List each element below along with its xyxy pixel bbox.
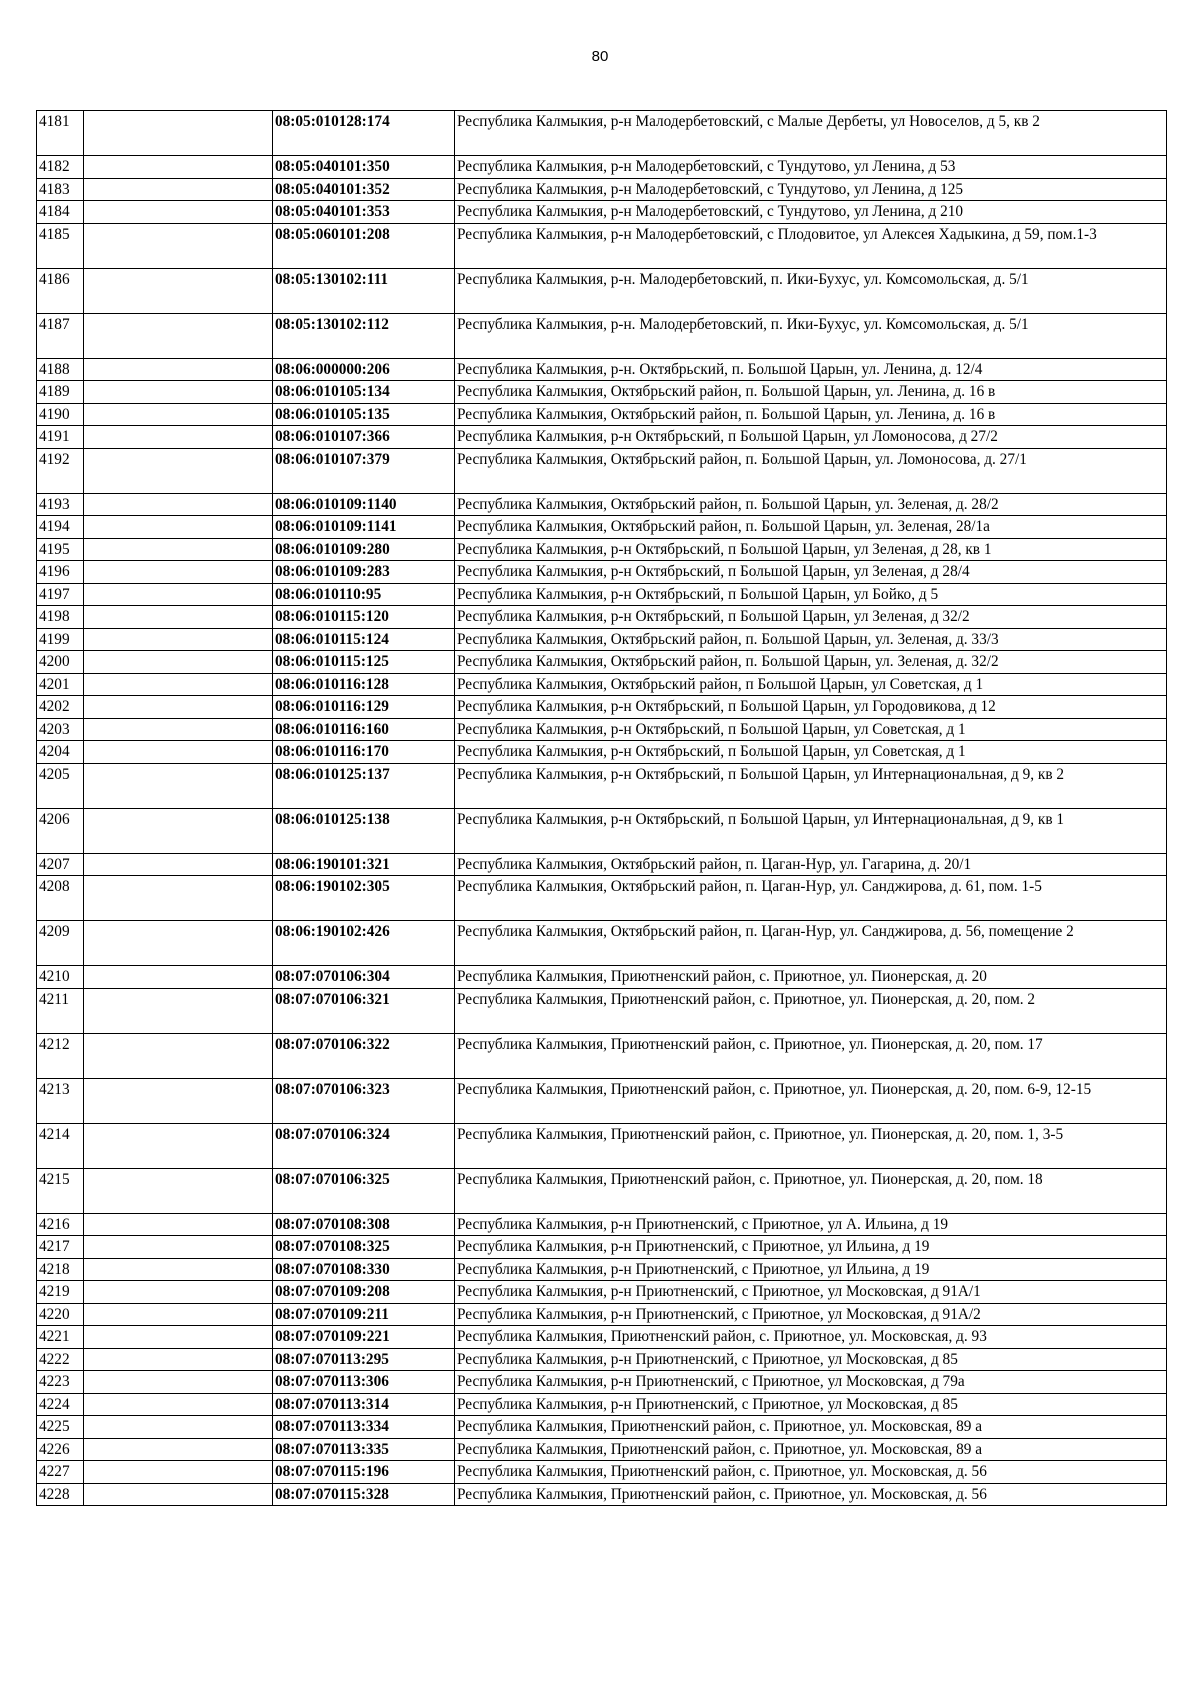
table-row bbox=[37, 403, 1167, 426]
row-number-cell: 4203 bbox=[37, 718, 84, 741]
cadastral-number-cell: 08:06:010109:1140 bbox=[273, 493, 455, 516]
table-row bbox=[37, 606, 1167, 629]
address-cell: Республика Калмыкия, Октябрьский район, п. Большой Царын, ул. Ленина, д. 16 в bbox=[455, 403, 1167, 426]
row-number-cell: 4186 bbox=[37, 268, 84, 313]
cadastral-number-cell: 08:05:060101:208 bbox=[273, 223, 455, 268]
row-number-cell: 4194 bbox=[37, 516, 84, 539]
table-row bbox=[37, 1438, 1167, 1461]
address-cell: Республика Калмыкия, р-н Октябрьский, п Большой Царын, ул Интернациональная, д 9, кв 1 bbox=[455, 808, 1167, 853]
cadastral-number-cell: 08:06:010109:280 bbox=[273, 538, 455, 561]
address-cell: Республика Калмыкия, р-н Октябрьский, п Большой Царын, ул Зеленая, д 32/2 bbox=[455, 606, 1167, 629]
row-number-cell: 4184 bbox=[37, 201, 84, 224]
blank-cell bbox=[84, 1483, 273, 1506]
table-row bbox=[37, 1213, 1167, 1236]
row-number-cell: 4211 bbox=[37, 988, 84, 1033]
blank-cell bbox=[84, 1123, 273, 1168]
row-number-cell: 4193 bbox=[37, 493, 84, 516]
cadastral-number-cell: 08:06:010109:283 bbox=[273, 561, 455, 584]
table-row bbox=[37, 178, 1167, 201]
row-number-cell: 4226 bbox=[37, 1438, 84, 1461]
cadastral-number-cell: 08:06:190102:426 bbox=[273, 921, 455, 966]
table-row bbox=[37, 1281, 1167, 1304]
table-row bbox=[37, 201, 1167, 224]
cadastral-number-cell: 08:07:070106:324 bbox=[273, 1123, 455, 1168]
cadastral-number-cell: 08:06:010116:129 bbox=[273, 696, 455, 719]
table-row bbox=[37, 718, 1167, 741]
row-number-cell: 4218 bbox=[37, 1258, 84, 1281]
blank-cell bbox=[84, 1078, 273, 1123]
table-row bbox=[37, 651, 1167, 674]
registry-body bbox=[37, 111, 1167, 1506]
row-number-cell: 4189 bbox=[37, 381, 84, 404]
row-number-cell: 4212 bbox=[37, 1033, 84, 1078]
cadastral-number-cell: 08:06:010116:128 bbox=[273, 673, 455, 696]
cadastral-number-cell: 08:06:190101:321 bbox=[273, 853, 455, 876]
blank-cell bbox=[84, 876, 273, 921]
table-row bbox=[37, 1348, 1167, 1371]
address-cell: Республика Калмыкия, Приютненский район, с. Приютное, ул. Пионерская, д. 20, пом. 17 bbox=[455, 1033, 1167, 1078]
table-row bbox=[37, 628, 1167, 651]
blank-cell bbox=[84, 358, 273, 381]
table-row bbox=[37, 673, 1167, 696]
blank-cell bbox=[84, 1303, 273, 1326]
cadastral-number-cell: 08:07:070113:335 bbox=[273, 1438, 455, 1461]
cadastral-number-cell: 08:06:000000:206 bbox=[273, 358, 455, 381]
row-number-cell: 4202 bbox=[37, 696, 84, 719]
cadastral-number-cell: 08:06:010105:135 bbox=[273, 403, 455, 426]
blank-cell bbox=[84, 1416, 273, 1439]
blank-cell bbox=[84, 426, 273, 449]
blank-cell bbox=[84, 156, 273, 179]
table-row bbox=[37, 853, 1167, 876]
blank-cell bbox=[84, 1371, 273, 1394]
cadastral-number-cell: 08:07:070109:221 bbox=[273, 1326, 455, 1349]
cadastral-number-cell: 08:07:070113:295 bbox=[273, 1348, 455, 1371]
blank-cell bbox=[84, 1326, 273, 1349]
address-cell: Республика Калмыкия, Приютненский район, с. Приютное, ул. Пионерская, д. 20, пом. 1, 3-5 bbox=[455, 1123, 1167, 1168]
blank-cell bbox=[84, 111, 273, 156]
table-row bbox=[37, 583, 1167, 606]
row-number-cell: 4206 bbox=[37, 808, 84, 853]
cadastral-number-cell: 08:07:070115:328 bbox=[273, 1483, 455, 1506]
address-cell: Республика Калмыкия, р-н Октябрьский, п Большой Царын, ул Советская, д 1 bbox=[455, 741, 1167, 764]
address-cell: Республика Калмыкия, р-н Приютненский, с Приютное, ул Ильина, д 19 bbox=[455, 1258, 1167, 1281]
row-number-cell: 4228 bbox=[37, 1483, 84, 1506]
cadastral-number-cell: 08:05:130102:111 bbox=[273, 268, 455, 313]
blank-cell bbox=[84, 718, 273, 741]
address-cell: Республика Калмыкия, Приютненский район, с. Приютное, ул. Пионерская, д. 20, пом. 6-9, 12-15 bbox=[455, 1078, 1167, 1123]
address-cell: Республика Калмыкия, р-н Октябрьский, п Большой Царын, ул Зеленая, д 28/4 bbox=[455, 561, 1167, 584]
address-cell: Республика Калмыкия, Приютненский район, с. Приютное, ул. Московская, д. 56 bbox=[455, 1483, 1167, 1506]
address-cell: Республика Калмыкия, р-н Малодербетовский, с Малые Дербеты, ул Новоселов, д 5, кв 2 bbox=[455, 111, 1167, 156]
cadastral-number-cell: 08:07:070109:208 bbox=[273, 1281, 455, 1304]
cadastral-number-cell: 08:07:070109:211 bbox=[273, 1303, 455, 1326]
blank-cell bbox=[84, 673, 273, 696]
address-cell: Республика Калмыкия, р-н Октябрьский, п Большой Царын, ул Бойко, д 5 bbox=[455, 583, 1167, 606]
cadastral-number-cell: 08:06:010125:138 bbox=[273, 808, 455, 853]
row-number-cell: 4182 bbox=[37, 156, 84, 179]
table-row bbox=[37, 156, 1167, 179]
blank-cell bbox=[84, 988, 273, 1033]
blank-cell bbox=[84, 516, 273, 539]
blank-cell bbox=[84, 403, 273, 426]
address-cell: Республика Калмыкия, Октябрьский район, п. Цаган-Нур, ул. Санджирова, д. 61, пом. 1-5 bbox=[455, 876, 1167, 921]
address-cell: Республика Калмыкия, р-н Октябрьский, п Большой Царын, ул Городовикова, д 12 bbox=[455, 696, 1167, 719]
cadastral-number-cell: 08:05:130102:112 bbox=[273, 313, 455, 358]
row-number-cell: 4224 bbox=[37, 1393, 84, 1416]
cadastral-number-cell: 08:07:070108:330 bbox=[273, 1258, 455, 1281]
address-cell: Республика Калмыкия, р-н. Малодербетовский, п. Ики-Бухус, ул. Комсомольская, д. 5/1 bbox=[455, 268, 1167, 313]
cadastral-number-cell: 08:07:070113:334 bbox=[273, 1416, 455, 1439]
cadastral-number-cell: 08:07:070108:325 bbox=[273, 1236, 455, 1259]
address-cell: Республика Калмыкия, р-н Октябрьский, п Большой Царын, ул Ломоносова, д 27/2 bbox=[455, 426, 1167, 449]
address-cell: Республика Калмыкия, р-н Приютненский, с Приютное, ул Ильина, д 19 bbox=[455, 1236, 1167, 1259]
row-number-cell: 4217 bbox=[37, 1236, 84, 1259]
blank-cell bbox=[84, 1213, 273, 1236]
address-cell: Республика Калмыкия, Приютненский район, с. Приютное, ул. Московская, 89 а bbox=[455, 1416, 1167, 1439]
table-row bbox=[37, 561, 1167, 584]
row-number-cell: 4222 bbox=[37, 1348, 84, 1371]
blank-cell bbox=[84, 606, 273, 629]
address-cell: Республика Калмыкия, Приютненский район, с. Приютное, ул. Пионерская, д. 20, пом. 18 bbox=[455, 1168, 1167, 1213]
cadastral-number-cell: 08:05:040101:352 bbox=[273, 178, 455, 201]
address-cell: Республика Калмыкия, р-н Октябрьский, п Большой Царын, ул Советская, д 1 bbox=[455, 718, 1167, 741]
blank-cell bbox=[84, 1236, 273, 1259]
blank-cell bbox=[84, 853, 273, 876]
row-number-cell: 4181 bbox=[37, 111, 84, 156]
blank-cell bbox=[84, 583, 273, 606]
address-cell: Республика Калмыкия, Октябрьский район, п. Большой Царын, ул. Зеленая, 28/1а bbox=[455, 516, 1167, 539]
address-cell: Республика Калмыкия, р-н Малодербетовский, с Тундутово, ул Ленина, д 210 bbox=[455, 201, 1167, 224]
address-cell: Республика Калмыкия, Октябрьский район, п. Большой Царын, ул. Зеленая, д. 28/2 bbox=[455, 493, 1167, 516]
row-number-cell: 4220 bbox=[37, 1303, 84, 1326]
row-number-cell: 4219 bbox=[37, 1281, 84, 1304]
cadastral-number-cell: 08:06:010107:379 bbox=[273, 448, 455, 493]
row-number-cell: 4210 bbox=[37, 966, 84, 989]
address-cell: Республика Калмыкия, Октябрьский район, п. Цаган-Нур, ул. Гагарина, д. 20/1 bbox=[455, 853, 1167, 876]
cadastral-number-cell: 08:07:070108:308 bbox=[273, 1213, 455, 1236]
cadastral-number-cell: 08:06:010115:125 bbox=[273, 651, 455, 674]
blank-cell bbox=[84, 1168, 273, 1213]
table-row bbox=[37, 111, 1167, 156]
address-cell: Республика Калмыкия, р-н Малодербетовский, с Тундутово, ул Ленина, д 53 bbox=[455, 156, 1167, 179]
table-row bbox=[37, 1371, 1167, 1394]
address-cell: Республика Калмыкия, р-н Приютненский, с Приютное, ул Московская, д 79а bbox=[455, 1371, 1167, 1394]
cadastral-number-cell: 08:06:010115:120 bbox=[273, 606, 455, 629]
table-row bbox=[37, 516, 1167, 539]
address-cell: Республика Калмыкия, Приютненский район, с. Приютное, ул. Московская, д. 93 bbox=[455, 1326, 1167, 1349]
row-number-cell: 4197 bbox=[37, 583, 84, 606]
table-row bbox=[37, 426, 1167, 449]
address-cell: Республика Калмыкия, Октябрьский район, п. Большой Царын, ул. Зеленая, д. 33/3 bbox=[455, 628, 1167, 651]
blank-cell bbox=[84, 651, 273, 674]
address-cell: Республика Калмыкия, Октябрьский район, п. Цаган-Нур, ул. Санджирова, д. 56, помещение 2 bbox=[455, 921, 1167, 966]
row-number-cell: 4204 bbox=[37, 741, 84, 764]
row-number-cell: 4187 bbox=[37, 313, 84, 358]
table-row bbox=[37, 1416, 1167, 1439]
address-cell: Республика Калмыкия, Октябрьский район, п Большой Царын, ул Советская, д 1 bbox=[455, 673, 1167, 696]
table-row bbox=[37, 1123, 1167, 1168]
address-cell: Республика Калмыкия, Октябрьский район, п. Большой Царын, ул. Ленина, д. 16 в bbox=[455, 381, 1167, 404]
table-row bbox=[37, 966, 1167, 989]
address-cell: Республика Калмыкия, р-н Малодербетовский, с Плодовитое, ул Алексея Хадыкина, д 59, пом.1-3 bbox=[455, 223, 1167, 268]
row-number-cell: 4198 bbox=[37, 606, 84, 629]
row-number-cell: 4221 bbox=[37, 1326, 84, 1349]
row-number-cell: 4227 bbox=[37, 1461, 84, 1484]
table-row bbox=[37, 1393, 1167, 1416]
cadastral-number-cell: 08:05:040101:353 bbox=[273, 201, 455, 224]
row-number-cell: 4191 bbox=[37, 426, 84, 449]
table-row bbox=[37, 1258, 1167, 1281]
address-cell: Республика Калмыкия, р-н Приютненский, с Приютное, ул Московская, д 91А/2 bbox=[455, 1303, 1167, 1326]
row-number-cell: 4188 bbox=[37, 358, 84, 381]
cadastral-number-cell: 08:07:070106:323 bbox=[273, 1078, 455, 1123]
row-number-cell: 4208 bbox=[37, 876, 84, 921]
table-row bbox=[37, 313, 1167, 358]
address-cell: Республика Калмыкия, р-н Приютненский, с Приютное, ул Московская, д 85 bbox=[455, 1348, 1167, 1371]
row-number-cell: 4200 bbox=[37, 651, 84, 674]
row-number-cell: 4209 bbox=[37, 921, 84, 966]
blank-cell bbox=[84, 561, 273, 584]
address-cell: Республика Калмыкия, Октябрьский район, п. Большой Царын, ул. Ломоносова, д. 27/1 bbox=[455, 448, 1167, 493]
address-cell: Республика Калмыкия, Приютненский район, с. Приютное, ул. Московская, д. 56 bbox=[455, 1461, 1167, 1484]
table-row bbox=[37, 538, 1167, 561]
address-cell: Республика Калмыкия, р-н Октябрьский, п Большой Царын, ул Зеленая, д 28, кв 1 bbox=[455, 538, 1167, 561]
row-number-cell: 4190 bbox=[37, 403, 84, 426]
address-cell: Республика Калмыкия, Приютненский район, с. Приютное, ул. Московская, 89 а bbox=[455, 1438, 1167, 1461]
blank-cell bbox=[84, 1438, 273, 1461]
blank-cell bbox=[84, 741, 273, 764]
cadastral-number-cell: 08:06:010109:1141 bbox=[273, 516, 455, 539]
table-row bbox=[37, 1326, 1167, 1349]
table-row bbox=[37, 808, 1167, 853]
row-number-cell: 4214 bbox=[37, 1123, 84, 1168]
blank-cell bbox=[84, 448, 273, 493]
row-number-cell: 4225 bbox=[37, 1416, 84, 1439]
cadastral-number-cell: 08:07:070113:314 bbox=[273, 1393, 455, 1416]
table-row bbox=[37, 1236, 1167, 1259]
table-row bbox=[37, 1033, 1167, 1078]
address-cell: Республика Калмыкия, р-н Малодербетовский, с Тундутово, ул Ленина, д 125 bbox=[455, 178, 1167, 201]
cadastral-number-cell: 08:06:010110:95 bbox=[273, 583, 455, 606]
registry-table bbox=[36, 110, 1167, 1506]
blank-cell bbox=[84, 696, 273, 719]
table-row bbox=[37, 223, 1167, 268]
table-row bbox=[37, 381, 1167, 404]
table-row bbox=[37, 1483, 1167, 1506]
row-number-cell: 4196 bbox=[37, 561, 84, 584]
table-row bbox=[37, 741, 1167, 764]
row-number-cell: 4215 bbox=[37, 1168, 84, 1213]
blank-cell bbox=[84, 1393, 273, 1416]
cadastral-number-cell: 08:06:010107:366 bbox=[273, 426, 455, 449]
table-row bbox=[37, 921, 1167, 966]
row-number-cell: 4192 bbox=[37, 448, 84, 493]
table-row bbox=[37, 1461, 1167, 1484]
table-row bbox=[37, 763, 1167, 808]
table-row bbox=[37, 358, 1167, 381]
cadastral-number-cell: 08:07:070106:325 bbox=[273, 1168, 455, 1213]
table-row bbox=[37, 268, 1167, 313]
blank-cell bbox=[84, 223, 273, 268]
row-number-cell: 4213 bbox=[37, 1078, 84, 1123]
blank-cell bbox=[84, 178, 273, 201]
table-row bbox=[37, 1078, 1167, 1123]
address-cell: Республика Калмыкия, р-н Октябрьский, п Большой Царын, ул Интернациональная, д 9, кв 2 bbox=[455, 763, 1167, 808]
row-number-cell: 4183 bbox=[37, 178, 84, 201]
cadastral-number-cell: 08:06:010125:137 bbox=[273, 763, 455, 808]
cadastral-number-cell: 08:06:190102:305 bbox=[273, 876, 455, 921]
row-number-cell: 4223 bbox=[37, 1371, 84, 1394]
table-row bbox=[37, 448, 1167, 493]
blank-cell bbox=[84, 1033, 273, 1078]
cadastral-number-cell: 08:07:070113:306 bbox=[273, 1371, 455, 1394]
blank-cell bbox=[84, 1258, 273, 1281]
blank-cell bbox=[84, 1348, 273, 1371]
address-cell: Республика Калмыкия, Приютненский район, с. Приютное, ул. Пионерская, д. 20, пом. 2 bbox=[455, 988, 1167, 1033]
blank-cell bbox=[84, 921, 273, 966]
cadastral-number-cell: 08:06:010115:124 bbox=[273, 628, 455, 651]
blank-cell bbox=[84, 966, 273, 989]
blank-cell bbox=[84, 201, 273, 224]
page-number: 80 bbox=[591, 48, 609, 65]
table-row bbox=[37, 1303, 1167, 1326]
blank-cell bbox=[84, 313, 273, 358]
cadastral-number-cell: 08:06:010105:134 bbox=[273, 381, 455, 404]
address-cell: Республика Калмыкия, р-н. Малодербетовский, п. Ики-Бухус, ул. Комсомольская, д. 5/1 bbox=[455, 313, 1167, 358]
cadastral-number-cell: 08:07:070106:304 bbox=[273, 966, 455, 989]
cadastral-number-cell: 08:07:070106:321 bbox=[273, 988, 455, 1033]
blank-cell bbox=[84, 538, 273, 561]
cadastral-number-cell: 08:06:010116:160 bbox=[273, 718, 455, 741]
blank-cell bbox=[84, 268, 273, 313]
row-number-cell: 4207 bbox=[37, 853, 84, 876]
table-row bbox=[37, 1168, 1167, 1213]
blank-cell bbox=[84, 763, 273, 808]
address-cell: Республика Калмыкия, р-н Приютненский, с Приютное, ул А. Ильина, д 19 bbox=[455, 1213, 1167, 1236]
blank-cell bbox=[84, 1281, 273, 1304]
blank-cell bbox=[84, 1461, 273, 1484]
blank-cell bbox=[84, 628, 273, 651]
table-row bbox=[37, 696, 1167, 719]
cadastral-number-cell: 08:07:070106:322 bbox=[273, 1033, 455, 1078]
blank-cell bbox=[84, 493, 273, 516]
address-cell: Республика Калмыкия, р-н Приютненский, с Приютное, ул Московская, д 91А/1 bbox=[455, 1281, 1167, 1304]
row-number-cell: 4185 bbox=[37, 223, 84, 268]
address-cell: Республика Калмыкия, р-н Приютненский, с Приютное, ул Московская, д 85 bbox=[455, 1393, 1167, 1416]
cadastral-number-cell: 08:06:010116:170 bbox=[273, 741, 455, 764]
table-row bbox=[37, 988, 1167, 1033]
table-row bbox=[37, 493, 1167, 516]
row-number-cell: 4199 bbox=[37, 628, 84, 651]
blank-cell bbox=[84, 381, 273, 404]
row-number-cell: 4205 bbox=[37, 763, 84, 808]
row-number-cell: 4195 bbox=[37, 538, 84, 561]
address-cell: Республика Калмыкия, Октябрьский район, п. Большой Царын, ул. Зеленая, д. 32/2 bbox=[455, 651, 1167, 674]
table-row bbox=[37, 876, 1167, 921]
address-cell: Республика Калмыкия, р-н. Октябрьский, п. Большой Царын, ул. Ленина, д. 12/4 bbox=[455, 358, 1167, 381]
cadastral-number-cell: 08:05:010128:174 bbox=[273, 111, 455, 156]
cadastral-number-cell: 08:05:040101:350 bbox=[273, 156, 455, 179]
row-number-cell: 4216 bbox=[37, 1213, 84, 1236]
cadastral-number-cell: 08:07:070115:196 bbox=[273, 1461, 455, 1484]
row-number-cell: 4201 bbox=[37, 673, 84, 696]
blank-cell bbox=[84, 808, 273, 853]
address-cell: Республика Калмыкия, Приютненский район, с. Приютное, ул. Пионерская, д. 20 bbox=[455, 966, 1167, 989]
